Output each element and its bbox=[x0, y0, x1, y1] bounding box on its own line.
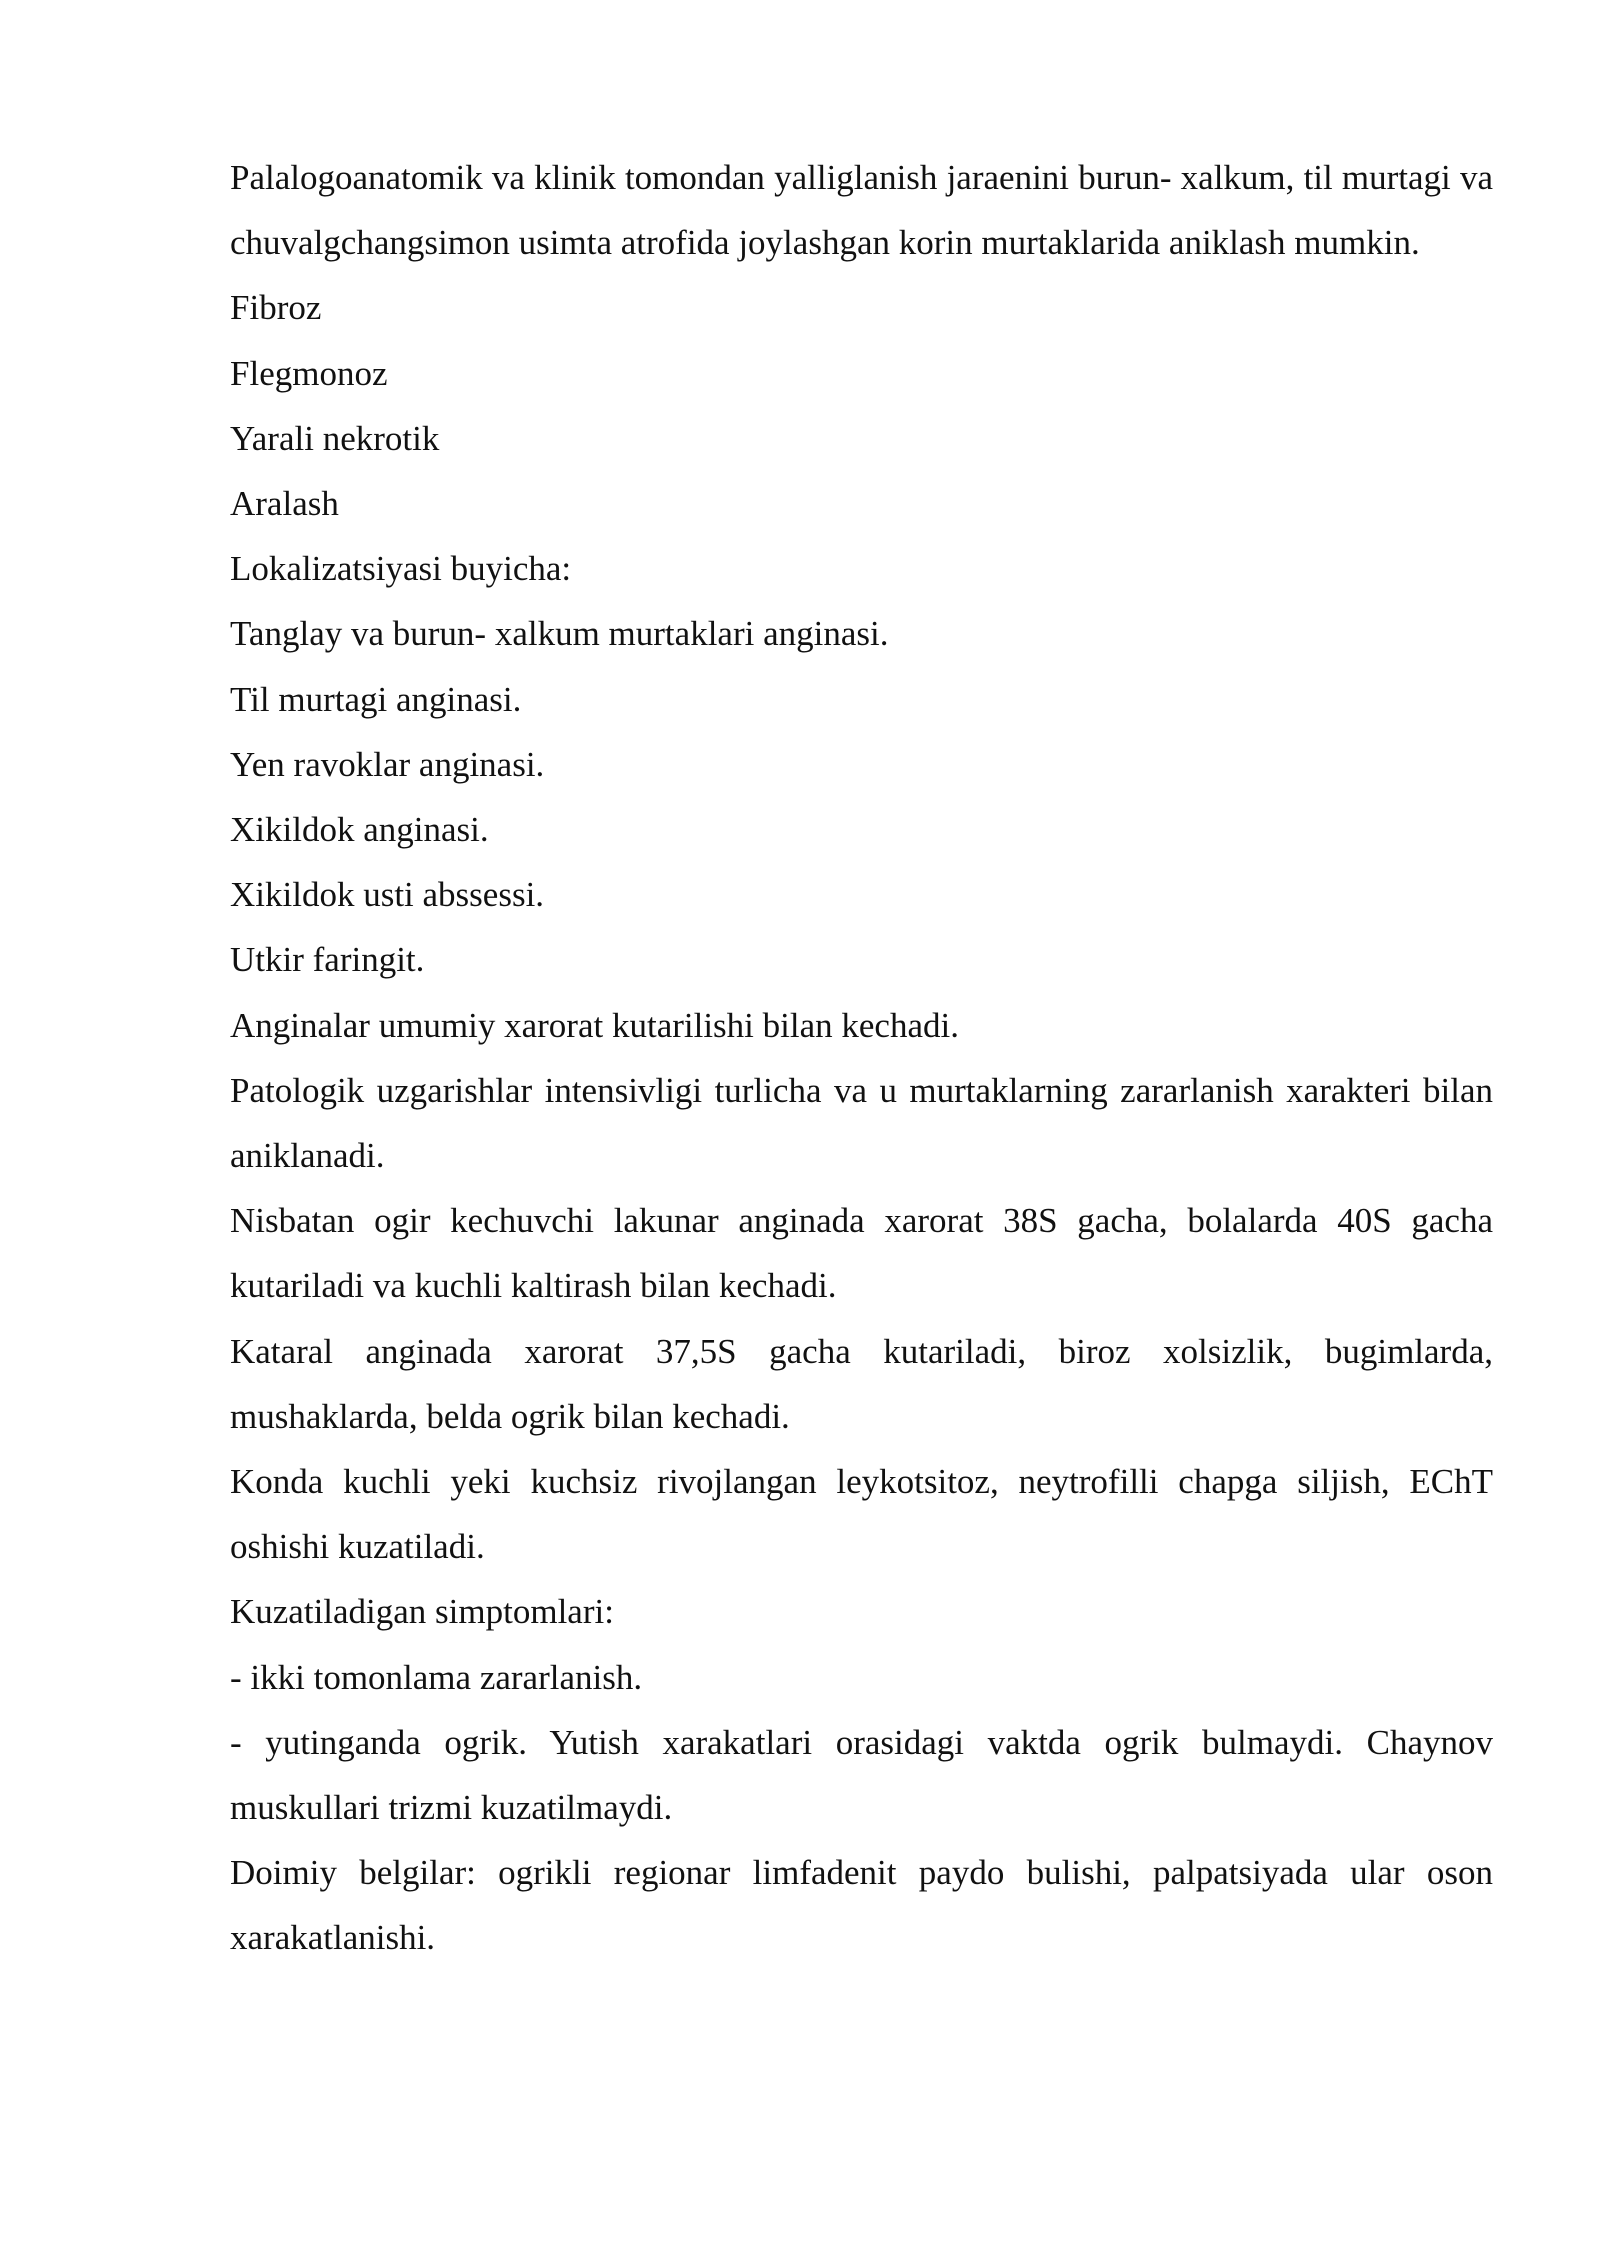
paragraph-lakunar: Nisbatan ogir kechuvchi lakunar anginada xarorat 38S gacha, bolalarda 40S gacha kutariladi va kuchli kaltirash bilan kechadi. bbox=[230, 1201, 1493, 1306]
list-item-ikki-tomonlama: - ikki tomonlama zararlanish. bbox=[230, 1657, 643, 1697]
paragraph-intro: Palalogoanatomik va klinik tomondan yalliglanish jaraenini burun- xalkum, til murtagi va chuvalgchangsimon usimta atrofida joylashgan korin murtaklarida aniklash mumkin. bbox=[230, 158, 1493, 263]
list-item-yarali-nekrotik: Yarali nekrotik bbox=[230, 418, 440, 458]
list-item-aralash: Aralash bbox=[230, 484, 339, 524]
paragraph-kataral: Kataral anginada xarorat 37,5S gacha kutariladi, biroz xolsizlik, bugimlarda, mushaklarda, belda ogrik bilan kechadi. bbox=[230, 1331, 1493, 1436]
paragraph-konda: Konda kuchli yeki kuchsiz rivojlangan leykotsitoz, neytrofilli chapga siljish, EChT oshishi kuzatiladi. bbox=[230, 1462, 1493, 1567]
paragraph-doimiy-belgilar: Doimiy belgilar: ogrikli regionar limfadenit paydo bulishi, palpatsiyada ular oson xarakatlanishi. bbox=[230, 1853, 1493, 1958]
list-item-utkir-faringit: Utkir faringit. bbox=[230, 940, 425, 980]
document-page bbox=[230, 145, 1493, 1971]
list-item-fibroz: Fibroz bbox=[230, 288, 322, 328]
list-item-xikildok-usti: Xikildok usti abssessi. bbox=[230, 875, 545, 915]
list-item-xikildok: Xikildok anginasi. bbox=[230, 810, 489, 850]
list-item-yen-ravoklar: Yen ravoklar anginasi. bbox=[230, 744, 545, 784]
paragraph-anginalar: Anginalar umumiy xarorat kutarilishi bilan kechadi. bbox=[230, 1005, 959, 1045]
heading-simptomlar: Kuzatiladigan simptomlari: bbox=[230, 1592, 614, 1632]
list-item-yutinganda: - yutinganda ogrik. Yutish xarakatlari orasidagi vaktda ogrik bulmaydi. Chaynov muskullari trizmi kuzatilmaydi. bbox=[230, 1722, 1493, 1828]
list-item-tanglay: Tanglay va burun- xalkum murtaklari anginasi. bbox=[230, 614, 889, 654]
heading-lokalizatsiya: Lokalizatsiyasi buyicha: bbox=[230, 549, 572, 589]
paragraph-patologik: Patologik uzgarishlar intensivligi turlicha va u murtaklarning zararlanish xarakteri bilan aniklanadi. bbox=[230, 1070, 1493, 1176]
list-item-flegmonoz: Flegmonoz bbox=[230, 353, 388, 393]
list-item-til-murtagi: Til murtagi anginasi. bbox=[230, 679, 522, 719]
